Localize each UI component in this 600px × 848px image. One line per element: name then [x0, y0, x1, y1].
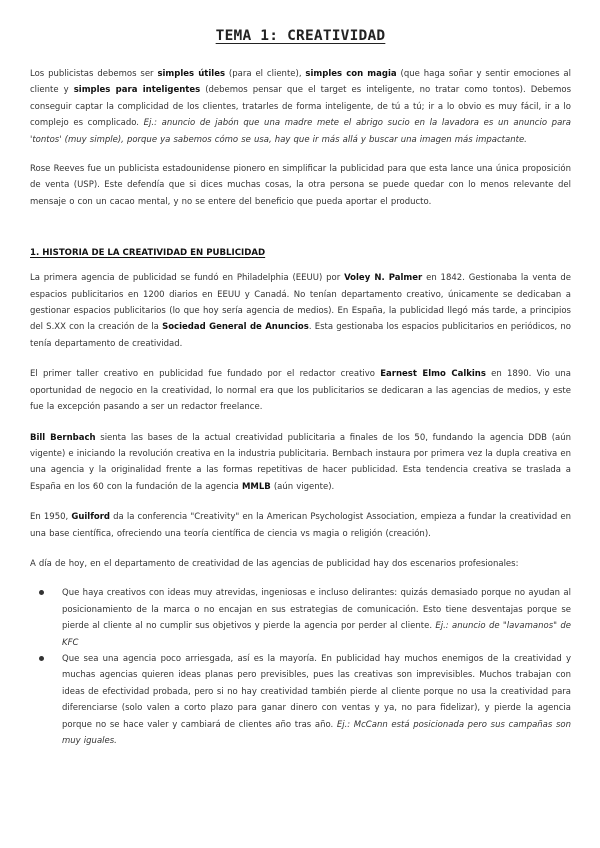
- text: Que haya creativos con ideas muy atrevidas, ingeniosas e incluso delirantes: quizás demasiado porque no ayudan al posicionamiento de la marca o no encajan en sus estrategias de comunicación. Esto tiene desventajas porque se pierde al cliente al no cumplir sus objetivos y pierde la agencia por perder al cliente.: [62, 588, 571, 632]
- list-item: [30, 585, 571, 651]
- bold-term: Guilford: [71, 512, 111, 523]
- bold-term: Bill Bernbach: [30, 432, 96, 443]
- text: (que haga soñar y sentir emociones al cliente y: [30, 69, 571, 96]
- text: Los publicistas debemos ser: [30, 69, 158, 79]
- history-paragraph-3: [30, 430, 571, 496]
- section-heading: 1. HISTORIA DE LA CREATIVIDAD EN PUBLICIDAD: [30, 248, 266, 259]
- text: El primer taller creativo en publicidad fue fundado por el redactor creativo: [30, 369, 381, 380]
- scenario-list: [30, 585, 571, 749]
- bold-term: simples para inteligentes: [73, 85, 201, 96]
- history-paragraph-2: [30, 366, 571, 415]
- page-title: TEMA 1: CREATIVIDAD: [215, 28, 386, 44]
- text: en 1890. Vio una oportunidad de negocio en la creatividad, lo normal era que los publicitarios se dedicaran a las agencias de medios, y este fue la excepción pasando a ser un redactor freelance.: [30, 369, 572, 413]
- example-text: Ej.: McCann está posicionada pero sus campañas son muy iguales.: [62, 719, 571, 746]
- bullet-icon: [39, 656, 44, 661]
- history-paragraph-4: [30, 509, 571, 542]
- bold-term: MMLB: [241, 481, 271, 492]
- text: da la conferencia "Creativity" en la American Psychologist Association, empieza a fundar la creatividad en una base científica, ofreciendo una teoría científica de ciencia vs magia o religión (creación).: [30, 512, 572, 539]
- text: . Esta gestionaba los espacios publicitarios en periódicos, no tenía departamento de creatividad.: [30, 322, 571, 349]
- text: En 1950,: [30, 512, 72, 523]
- bullet-icon: [39, 590, 44, 595]
- intro-paragraph-2: Rose Reeves fue un publicista estadounidense pionero en simplificar la publicidad para que esta lance una única proposición de venta (USP). Este defendía que si dices muchas cosas, la otra persona se puede quedar con lo menos relevante del mensaje o con un cacao mental, y no se entere del beneficio que pueda aportar el producto.: [30, 164, 571, 207]
- history-paragraph-1: [30, 270, 571, 352]
- bold-term: Sociedad General de Anuncios: [162, 322, 309, 333]
- bold-term: Voley N. Palmer: [344, 273, 423, 284]
- bold-term: simples útiles: [157, 69, 226, 79]
- bold-term: simples con magia: [305, 69, 397, 79]
- text: La primera agencia de publicidad se fundó en Philadelphia (EEUU) por: [30, 273, 345, 284]
- history-paragraph-5: A día de hoy, en el departamento de creatividad de las agencias de publicidad hay dos escenarios profesionales:: [30, 558, 519, 569]
- text: (debemos pensar que el target es inteligente, no tratar como tontos). Debemos conseguir captar la complicidad de los clientes, tratarles de forma inteligente, de tú a tú; ir a lo obvio es muy fácil, ir a lo complejo es complicado.: [30, 85, 572, 129]
- text: (aún vigente).: [270, 481, 335, 492]
- example-text: Ej.: anuncio de "lavamanos" de KFC: [62, 621, 571, 648]
- text: en 1842. Gestionaba la venta de espacios publicitarios en 1200 diarios en EEUU y Canadá. No tenían departamento creativo, únicamente se dedicaban a gestionar espacios publicitarios (lo que hoy sería agencia de medios). En España, la publicidad llegó más tarde, a principios del S.XX con la creación de la: [30, 273, 571, 333]
- text: sienta las bases de la actual creatividad publicitaria a finales de los 50, fundando la agencia DDB (aún vigente) e iniciando la revolución creativa en la industria publicitaria. Bernbach instaura por primera vez la dupla creativa en una agencia y la originalidad frente a las formas repetitivas de hacer publicidad. Esta tendencia creativa se traslada a España en los 60 con la fundación de la agencia: [30, 432, 572, 492]
- text: (para el cliente),: [225, 69, 306, 79]
- example-text: Ej.: anuncio de jabón que una madre mete el abrigo sucio en la lavadora es un anuncio para 'tontos' (muy simple), porque ya sabemos cómo se usa, hay que ir más allá y buscar una imagen más impactante.: [30, 118, 571, 145]
- list-item: [30, 651, 571, 749]
- intro-paragraph-1: [30, 66, 571, 148]
- bold-term: Earnest Elmo Calkins: [380, 369, 486, 380]
- text: Que sea una agencia poco arriesgada, así es la mayoría. En publicidad hay muchos enemigos de la creatividad y muchas agencias quieren ideas planas pero previsibles, pues las creativas son imprevisibles. Muchos trabajan con ideas de efectividad probada, pero si no hay creatividad también pierde al cliente porque no usa la creatividad para diferenciarse (solo valen a corto plazo para ganar dinero con ventas y ya, no para fidelizar), y pierde la agencia porque no se hace valer y cambiará de clientes año tras año.: [62, 653, 571, 730]
